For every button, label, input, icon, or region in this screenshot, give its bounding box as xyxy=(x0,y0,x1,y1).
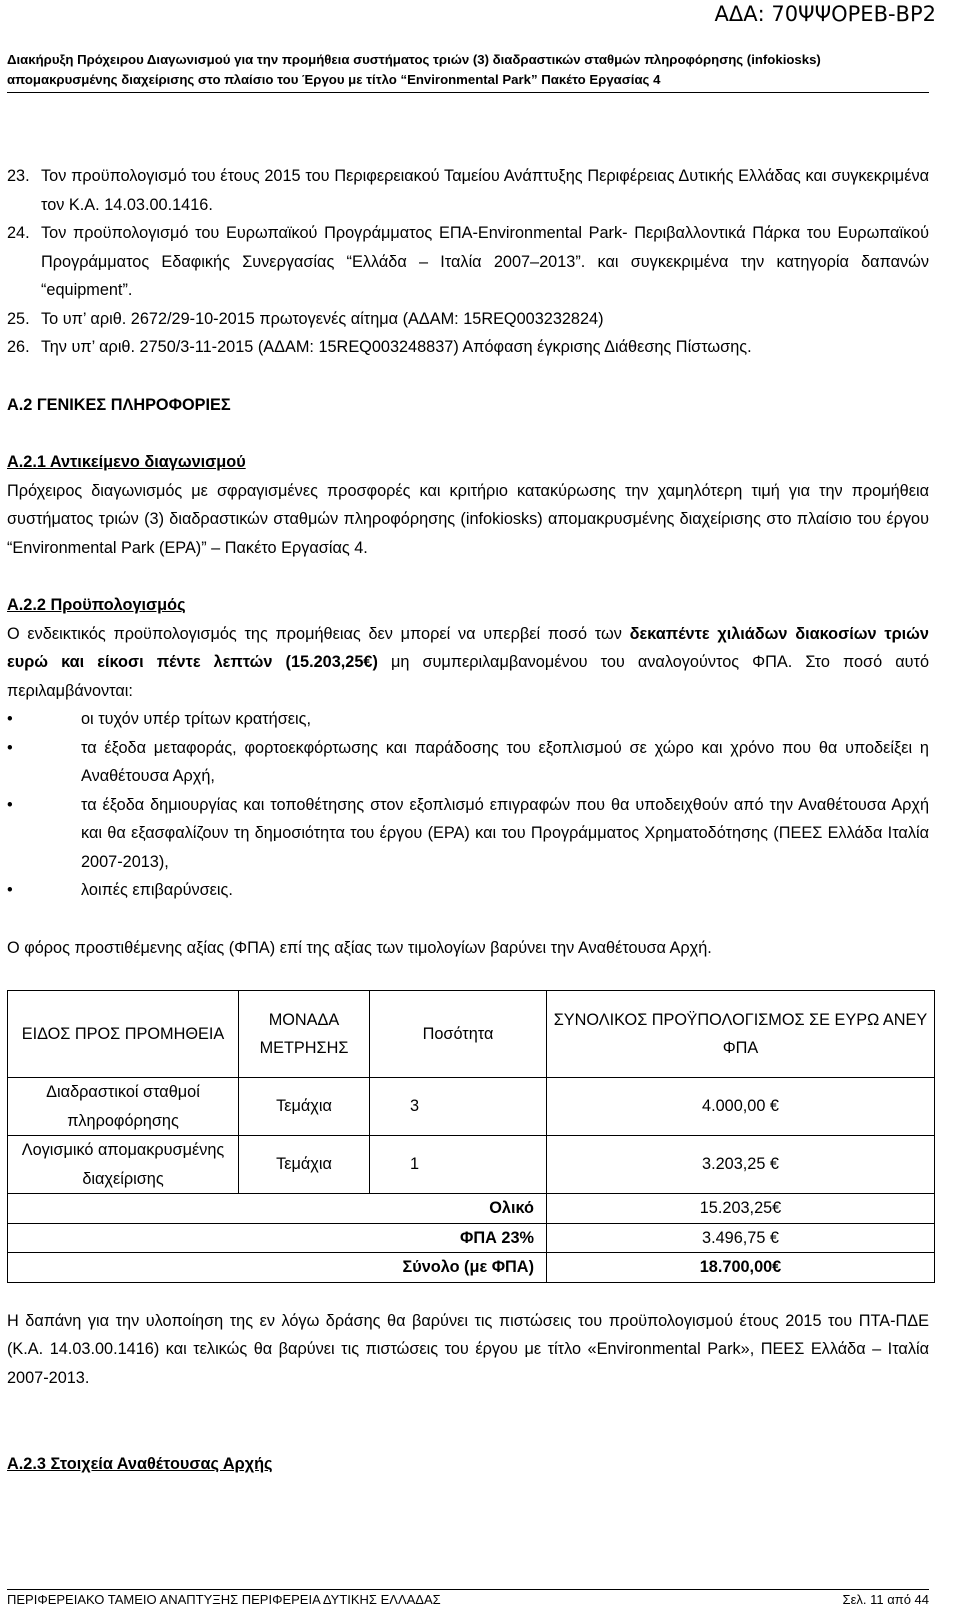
summary-row xyxy=(8,1223,935,1253)
summary-row xyxy=(8,1194,935,1224)
section-title-a23: Α.2.3 Στοιχεία Αναθέτουσας Αρχής xyxy=(7,1455,273,1473)
bullet-icon: • xyxy=(7,795,13,814)
summary-label: Ολικό xyxy=(8,1194,547,1224)
list-item xyxy=(7,734,929,791)
table-row xyxy=(8,1136,935,1194)
summary-value: 15.203,25€ xyxy=(547,1194,935,1224)
item-cell: Διαδραστικοί σταθμοί πληροφόρησης xyxy=(8,1078,239,1136)
summary-value: 18.700,00€ xyxy=(547,1253,935,1283)
summary-label: Σύνολο (με ΦΠΑ) xyxy=(8,1253,547,1283)
reference-item xyxy=(7,305,929,334)
reference-text: Τον προϋπολογισμό του Ευρωπαϊκού Προγράμματος ΕΠΑ-Environmental Park- Περιβαλλοντικά Πάρκα του Ευρωπαϊκού Προγράμματος Εδαφικής Συνεργασίας “Ελλάδα – Ιταλία 2007–2013”. και συγκεκριμένα την κατηγορία δαπανών “equipment”. xyxy=(41,224,929,299)
bullet-text: οι τυχόν υπέρ τρίτων κρατήσεις, xyxy=(81,710,312,728)
summary-row xyxy=(8,1253,935,1283)
summary-label: ΦΠΑ 23% xyxy=(8,1223,547,1253)
expense-text: Η δαπάνη για την υλοποίηση της εν λόγω δράσης θα βαρύνει τις πιστώσεις του προϋπολογισμού έτους 2015 του ΠΤΑ-ΠΔΕ (Κ.Α. 14.03.00.1416) και τελικώς θα βαρύνει τις πιστώσεις του έργου με τίτλο «Environmental Park», ΠΕΕΣ Ελλάδα – Ιταλία 2007-2013. xyxy=(7,1311,929,1387)
section-title-a22: Α.2.2 Προϋπολογισμός xyxy=(7,596,186,614)
header-cell: ΕΙΔΟΣ ΠΡΟΣ ΠΡΟΜΗΘΕΙΑ xyxy=(8,991,239,1078)
unit-cell: Τεμάχια xyxy=(239,1136,370,1194)
table-header-row xyxy=(8,991,935,1078)
reference-text: Τον προϋπολογισμό του έτους 2015 του Περιφερειακού Ταμείου Ανάπτυξης Περιφέρειας Δυτικής Ελλάδας και συγκεκριμένα τον Κ.Α. 14.03.00.1416. xyxy=(41,167,929,214)
page-number: Σελ. 11 από 44 xyxy=(842,1592,929,1607)
reference-number: 26. xyxy=(7,338,30,356)
unit-cell: Τεμάχια xyxy=(239,1078,370,1136)
a22-text-part: Ο ενδεικτικός προϋπολογισμός της προμήθειας δεν μπορεί να υπερβεί ποσό των xyxy=(7,624,630,643)
page-footer xyxy=(7,1589,929,1607)
total-cell: 3.203,25 € xyxy=(547,1136,935,1194)
qty-cell: 1 xyxy=(370,1136,547,1194)
a21-text: Πρόχειρος διαγωνισμός με σφραγισμένες προσφορές και κριτήριο κατακύρωσης την χαμηλότερη τιμή για την προμήθεια συστήματος τριών (3) διαδραστικών σταθμών πληροφόρησης (infokiosks) απομακρυσμένης διαχείρισης στο πλαίσιο του έργου “Environmental Park (EPA)” – Πακέτο Εργασίας 4. xyxy=(7,481,929,557)
reference-text: Την υπ’ αριθ. 2750/3-11-2015 (ΑΔΑΜ: 15REQ003248837) Απόφαση έγκρισης Διάθεσης Πίστωσης. xyxy=(41,338,752,356)
header-cell: ΣΥΝΟΛΙΚΟΣ ΠΡΟΫΠΟΛΟΓΙΣΜΟΣ ΣΕ ΕΥΡΩ ΑΝΕΥ ΦΠΑ xyxy=(547,991,935,1078)
header-cell: ΜΟΝΑΔΑ ΜΕΤΡΗΣΗΣ xyxy=(239,991,370,1078)
footer-organization: ΠΕΡΙΦΕΡΕΙΑΚΟ ΤΑΜΕΙΟ ΑΝΑΠΤΥΞΗΣ ΠΕΡΙΦΕΡΕΙΑ ΔΥΤΙΚΗΣ ΕΛΛΑΔΑΣ xyxy=(7,1592,441,1607)
bullet-text: τα έξοδα δημιουργίας και τοποθέτησης στον εξοπλισμό επιγραφών που θα υποδειχθούν από την Αναθέτουσα Αρχή και θα εξασφαλίζουν τη δημοσιότητα του έργου (EPA) και του Προγράμματος Χρηματοδότησης (ΠΕΕΣ Ελλάδα Ιταλία 2007-2013), xyxy=(81,795,929,871)
ada-code: ΑΔΑ: 70ΨΨΟΡΕΒ-ΒΡ2 xyxy=(714,2,936,26)
qty-cell: 3 xyxy=(370,1078,547,1136)
list-item xyxy=(7,705,929,734)
table-row xyxy=(8,1078,935,1136)
reference-text: Το υπ’ αριθ. 2672/29-10-2015 πρωτογενές αίτημα (ΑΔΑΜ: 15REQ003232824) xyxy=(41,309,604,328)
reference-number: 23. xyxy=(7,167,30,185)
reference-item xyxy=(7,162,929,219)
a22-text xyxy=(7,620,929,706)
budget-table xyxy=(7,990,935,1283)
summary-value: 3.496,75 € xyxy=(547,1223,935,1253)
bullet-text: λοιπές επιβαρύνσεις. xyxy=(81,881,233,899)
header-line-2: απομακρυσμένης διαχείρισης στο πλαίσιο του Έργου με τίτλο “Environmental Park” Πακέτο Εργασίας 4 xyxy=(7,72,661,87)
bullet-icon: • xyxy=(7,710,13,728)
bullet-icon: • xyxy=(7,738,13,757)
section-title-a2: Α.2 ΓΕΝΙΚΕΣ ΠΛΗΡΟΦΟΡΙΕΣ xyxy=(7,395,231,414)
section-title-a21: Α.2.1 Αντικείμενο διαγωνισμού xyxy=(7,453,246,471)
document-body xyxy=(7,162,929,1479)
reference-number: 24. xyxy=(7,224,30,242)
a22-amount-words: δεκαπέντε χιλιάδων διακοσίων τριών ευρώ και είκοσι πέντε λεπτών (15.203,25€) xyxy=(7,624,929,671)
header-cell: Ποσότητα xyxy=(370,991,547,1078)
item-cell: Λογισμικό απομακρυσμένης διαχείρισης xyxy=(8,1136,239,1194)
document-header xyxy=(7,50,929,93)
bullet-icon: • xyxy=(7,881,13,899)
list-item xyxy=(7,791,929,877)
reference-item xyxy=(7,333,929,362)
reference-number: 25. xyxy=(7,309,30,328)
reference-item xyxy=(7,219,929,305)
vat-text: Ο φόρος προστιθέμενης αξίας (ΦΠΑ) επί της αξίας των τιμολογίων βαρύνει την Αναθέτουσα Αρχή. xyxy=(7,938,712,957)
total-cell: 4.000,00 € xyxy=(547,1078,935,1136)
header-line-1: Διακήρυξη Πρόχειρου Διαγωνισμού για την προμήθεια συστήματος τριών (3) διαδραστικών σταθμών πληροφόρησης (infokiosks) xyxy=(7,52,821,67)
bullet-text: τα έξοδα μεταφοράς, φορτοεκφόρτωσης και παράδοσης του εξοπλισμού σε χώρο και χρόνο που θα υποδείξει η Αναθέτουσα Αρχή, xyxy=(81,738,929,785)
list-item xyxy=(7,876,929,905)
a22-text-part: μη συμπεριλαμβανομένου του αναλογούντος ΦΠΑ. Στο ποσό αυτό περιλαμβάνονται: xyxy=(7,653,930,700)
